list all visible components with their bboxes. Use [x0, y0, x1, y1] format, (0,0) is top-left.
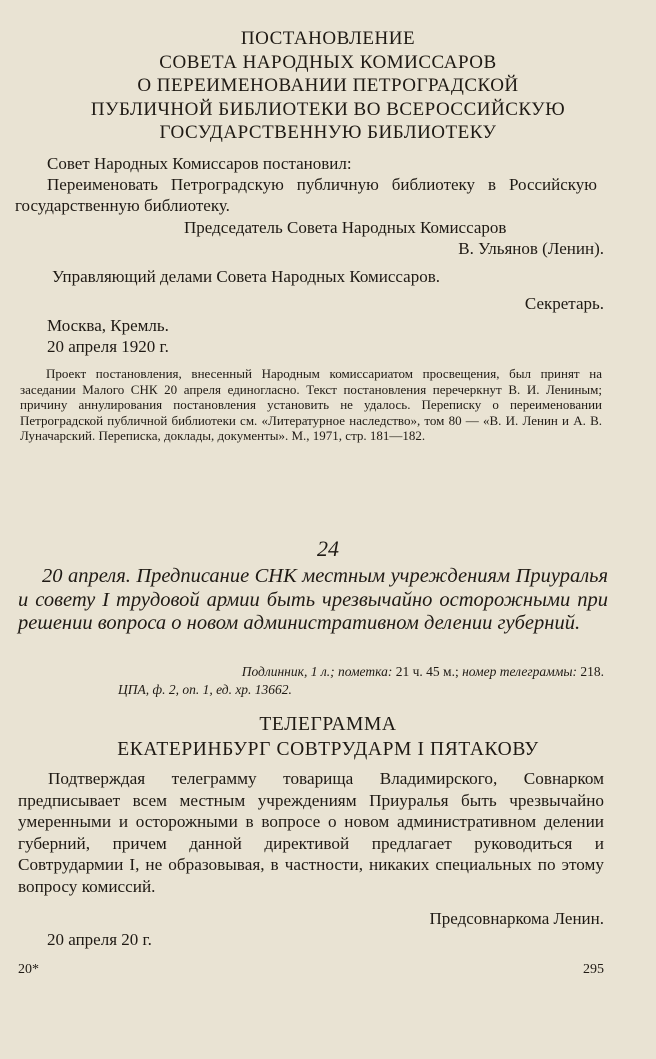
telegram-text: Подтверждая телеграмму товарища Владимирского, Совнарком предписывает всем местным учреждениям Приуралья быть чрезвычайно умеренными и осторожными в вопросе о новом административном делении губерний, причем данной директивой предлагает руководиться и Совтрудармии I, не образовывая, в частности, никаких специальных по этому вопросу комиссий.	[18, 769, 604, 896]
chairman-title: Председатель Совета Народных Комиссаров	[184, 218, 507, 237]
decree-title-line: ГОСУДАРСТВЕННУЮ БИБЛИОТЕКУ	[159, 122, 497, 143]
source-line-1	[242, 664, 604, 680]
source-time: 21 ч. 45 м.;	[395, 664, 459, 679]
telegram-title: ТЕЛЕГРАММА	[259, 714, 397, 735]
source-original: Подлинник, 1 л.; пометка:	[241, 664, 393, 679]
source-telegram-label: номер телеграммы:	[462, 664, 577, 679]
page-number: 295	[583, 962, 604, 977]
decree-intro: Совет Народных Комиссаров постановил:	[47, 154, 352, 173]
manager-line: Управляющий делами Совета Народных Комиссаров.	[52, 267, 440, 286]
document-heading	[18, 565, 608, 636]
decree-title-line: ПОСТАНОВЛЕНИЕ	[240, 28, 416, 49]
decree-title-line: СОВЕТА НАРОДНЫХ КОМИССАРОВ	[159, 51, 497, 73]
document-number: 24	[317, 536, 339, 561]
decree-title-line: ПУБЛИЧНОЙ БИБЛИОТЕКИ ВО ВСЕРОССИЙСКУЮ	[90, 98, 566, 120]
document-heading-text: 20 апреля. Предписание СНК местным учреждениям Приуралья и совету I трудовой армии быть чрезвычайно осторожными при решении вопроса о новом административном делении губерний.	[18, 565, 608, 634]
source-telegram-number: 218.	[580, 664, 604, 679]
decree-place: Москва, Кремль.	[47, 316, 169, 335]
telegram-heading	[0, 712, 656, 762]
secretary-line: Секретарь.	[524, 294, 604, 313]
source-archive: ЦПА, ф. 2, оп. 1, ед. хр. 13662.	[118, 682, 292, 697]
chairman-name: В. Ульянов (Ленин).	[458, 239, 604, 258]
decree-note: Проект постановления, внесенный Народным комиссариатом просвещения, был принят на заседании Малого СНК 20 апреля единогласно. Текст постановления перечеркнут В. И. Лениным; причину аннулирования постановления установить не удалось. Переписку о переименовании Петроградской публичной библиотеки см. «Литературное наследство», том 80 — «В. И. Ленин и А. В. Луначарский. Переписка, доклады, документы». М., 1971, стр. 181—182.	[20, 366, 602, 444]
telegram-date: 20 апреля 20 г.	[47, 930, 152, 949]
decree-text: Переименовать Петроградскую публичную библиотеку в Российскую государственную библиотеку.	[15, 175, 597, 215]
telegram-signature: Предсовнаркома Ленин.	[429, 909, 604, 928]
signature-mark: 20*	[18, 962, 39, 977]
decree-title	[0, 27, 656, 145]
decree-title-line: О ПЕРЕИМЕНОВАНИИ ПЕТРОГРАДСКОЙ	[137, 75, 519, 96]
decree-date: 20 апреля 1920 г.	[47, 337, 169, 356]
telegram-address: ЕКАТЕРИНБУРГ СОВТРУДАРМ I ПЯТАКОВУ	[117, 739, 539, 760]
